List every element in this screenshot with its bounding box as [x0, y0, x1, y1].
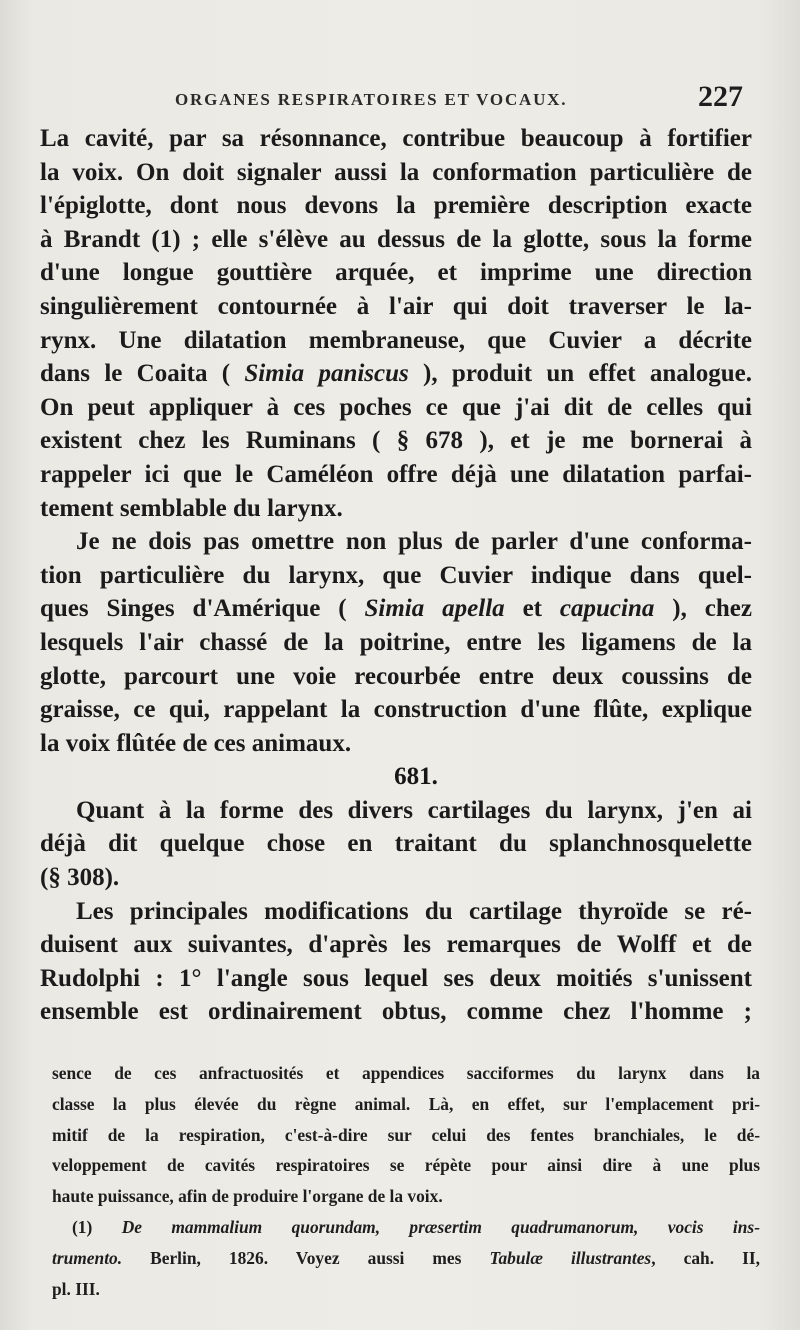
footnote-line: veloppement de cavités respiratoires se répète pour ainsi dire à une plus [52, 1155, 760, 1176]
footnotes [52, 1058, 760, 1304]
species-name: capucina [559, 595, 655, 623]
text-line: ensemble est ordinairement obtus, comme chez l'homme ; [40, 998, 752, 1026]
text-line: à Brandt (1) ; elle s'élève au dessus de la glotte, sous la forme [40, 225, 752, 253]
text-line: la voix. On doit signaler aussi la conformation particulière de [40, 158, 752, 186]
text-line [40, 592, 752, 626]
text-line: rynx. Une dilatation membraneuse, que Cuvier a décrite [40, 326, 752, 354]
text-line: Quant à la forme des divers cartilages du larynx, j'en ai [76, 796, 752, 824]
text-line: déjà dit quelque chose en traitant du splanchnosquelette [40, 830, 752, 858]
text-span: dans le Coaita ( [40, 360, 231, 388]
book-title: De mammalium quorundam, præsertim quadrumanorum, vocis ins- [121, 1216, 760, 1237]
text-line: Je ne dois pas omettre non plus de parler d'une conforma- [76, 528, 752, 556]
text-span: et [522, 595, 542, 623]
text-span: ), produit un effet analogue. [423, 360, 752, 388]
page-header [40, 80, 745, 116]
page-number: 227 [698, 80, 743, 113]
text-span: , cah. II, [651, 1247, 760, 1268]
footnote-line: classe la plus élevée du règne animal. Là, en effet, sur l'emplacement pri- [52, 1093, 760, 1114]
text-line: la voix flûtée de ces animaux. [40, 729, 352, 757]
species-name: Simia apella [364, 595, 505, 623]
text-line: La cavité, par sa résonnance, contribue beaucoup à fortifier [40, 125, 752, 152]
footnote-line: pl. III. [52, 1278, 100, 1299]
footnote-line [52, 1212, 760, 1243]
text-span: ), chez [672, 595, 752, 623]
text-line: d'une longue gouttière arquée, et imprime une direction [40, 259, 752, 287]
text-line: l'épiglotte, dont nous devons la première description exacte [40, 192, 752, 220]
text-line [40, 357, 752, 391]
footnote-marker: (1) [72, 1216, 93, 1237]
main-text [40, 122, 752, 1029]
footnote-line: haute puissance, afin de produire l'organe de la voix. [52, 1186, 443, 1207]
book-title: trumento. [52, 1247, 123, 1268]
text-line: duisent aux suivantes, d'après les remarques de Wolff et de [40, 931, 752, 959]
footnote-line: mitif de la respiration, c'est-à-dire sur celui des fentes branchiales, le dé- [52, 1124, 760, 1145]
text-line: rappeler ici que le Caméléon offre déjà une dilatation parfai- [40, 460, 752, 488]
text-line: Rudolphi : 1° l'angle sous lequel ses deux moitiés s'unissent [40, 964, 752, 992]
text-line: On peut appliquer à ces poches ce que j'ai dit de celles qui [40, 393, 752, 421]
footnote-line [52, 1243, 760, 1274]
text-line: lesquels l'air chassé de la poitrine, entre les ligamens de la [40, 628, 752, 656]
text-line: Les principales modifications du cartilage thyroïde se ré- [76, 897, 752, 925]
text-line: glotte, parcourt une voie recourbée entre deux coussins de [40, 662, 752, 690]
text-line: graisse, ce qui, rappelant la construction d'une flûte, explique [40, 696, 752, 724]
running-head: ORGANES RESPIRATOIRES ET VOCAUX. [175, 90, 568, 109]
text-line: tement semblable du larynx. [40, 494, 343, 522]
section-number: 681. [394, 763, 438, 791]
text-line: tion particulière du larynx, que Cuvier indique dans quel- [40, 561, 752, 589]
species-name: Simia paniscus [244, 360, 409, 388]
text-line: singulièrement contournée à l'air qui doit traverser le la- [40, 292, 752, 320]
book-title: Tabulæ illustrantes [489, 1247, 652, 1268]
text-line: (§ 308). [40, 864, 120, 892]
text-line: existent chez les Ruminans ( § 678 ), et je me bornerai à [40, 427, 752, 455]
footnote-line: sence de ces anfractuosités et appendices sacciformes du larynx dans la [52, 1063, 760, 1083]
text-span: Berlin, 1826. Voyez aussi mes [150, 1247, 462, 1268]
text-span: ques Singes d'Amérique ( [40, 595, 347, 623]
